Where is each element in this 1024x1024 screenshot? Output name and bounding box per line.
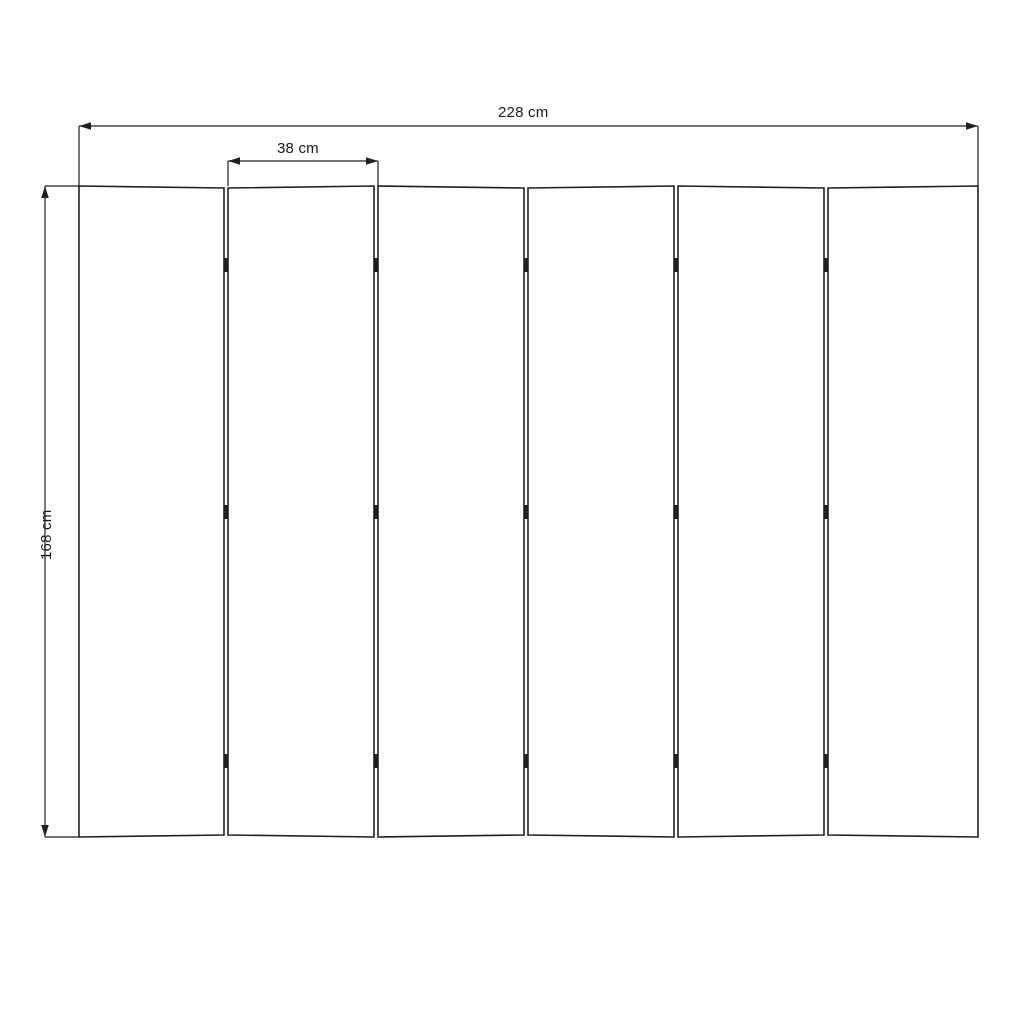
panel-5	[678, 186, 824, 837]
panel-width-dimension	[228, 157, 378, 186]
panel-6	[828, 186, 978, 837]
panel-3	[378, 186, 524, 837]
panel-2	[228, 186, 374, 837]
panel-4	[528, 186, 674, 837]
divider-panels	[79, 186, 978, 837]
overall-width-label: 228 cm	[498, 104, 549, 121]
overall-height-label: 168 cm	[38, 509, 55, 560]
panel-1	[79, 186, 224, 837]
panel-width-label: 38 cm	[277, 140, 319, 157]
overall-width-dimension	[79, 122, 978, 186]
